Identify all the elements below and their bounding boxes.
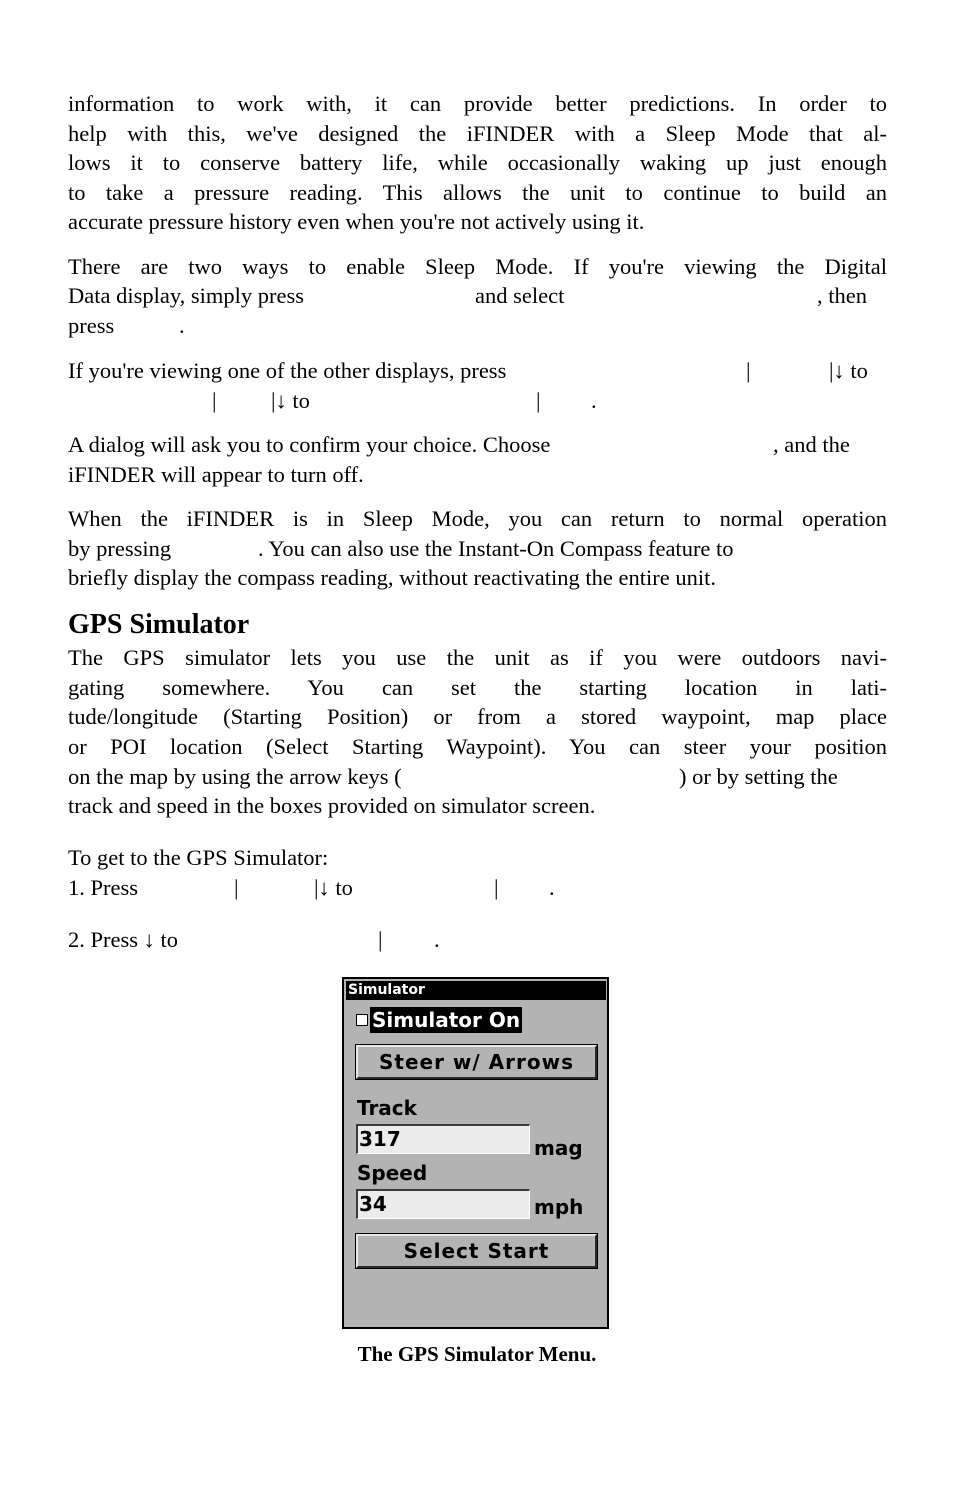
paragraph-5-line-1: When the iFINDER is in Sleep Mode, you can return to normal operation bbox=[68, 506, 887, 531]
track-input[interactable]: 317 bbox=[356, 1124, 530, 1154]
paragraph-2-line-3b: . bbox=[179, 313, 185, 338]
paragraph-1-line-2: help with this, we've designed the iFINDER with a Sleep Mode that al- bbox=[68, 121, 887, 146]
track-unit: mag bbox=[534, 1136, 583, 1160]
simulator-title: Simulator bbox=[346, 981, 606, 1000]
simulator-on-checkbox[interactable] bbox=[356, 1014, 368, 1026]
paragraph-2-line-1: There are two ways to enable Sleep Mode. If you're viewing the Digital bbox=[68, 254, 887, 279]
paragraph-6-line-4: or POI location (Select Starting Waypoint). You can steer your position bbox=[68, 734, 887, 759]
paragraph-2-line-2b: and select bbox=[475, 283, 565, 308]
paragraph-6-line-6: track and speed in the boxes provided on simulator screen. bbox=[68, 793, 596, 818]
paragraph-2-line-2c: , then bbox=[817, 283, 867, 308]
paragraph-6-line-2: gating somewhere. You can set the starting location in lati- bbox=[68, 675, 887, 700]
figure-caption: The GPS Simulator Menu. bbox=[357, 1342, 597, 1366]
section-heading: GPS Simulator bbox=[68, 609, 250, 640]
simulator-screen bbox=[342, 977, 609, 1329]
speed-label: Speed bbox=[357, 1161, 428, 1185]
paragraph-3-line-2b: |↓ to bbox=[271, 388, 310, 413]
paragraph-3-line-1c: |↓ to bbox=[829, 358, 868, 383]
paragraph-5-line-2b: . You can also use the Instant-On Compass feature to bbox=[258, 536, 734, 561]
paragraph-3-line-1b: | bbox=[746, 358, 751, 383]
simulator-on-row[interactable] bbox=[356, 1007, 522, 1033]
paragraph-3-line-2d: . bbox=[591, 388, 597, 413]
paragraph-5-line-2a: by pressing bbox=[68, 536, 172, 561]
paragraph-1-line-1: information to work with, it can provide better predictions. In order to bbox=[68, 91, 887, 116]
step-1e: . bbox=[549, 875, 555, 900]
step-1d: | bbox=[494, 875, 499, 900]
paragraph-6-line-5a: on the map by using the arrow keys ( bbox=[68, 764, 402, 789]
paragraph-1-line-4: to take a pressure reading. This allows the unit to continue to build an bbox=[68, 180, 887, 205]
paragraph-6-line-3: tude/longitude (Starting Position) or from a stored waypoint, map place bbox=[68, 704, 887, 729]
simulator-on-label[interactable]: Simulator On bbox=[372, 1008, 521, 1032]
paragraph-1-line-3: lows it to conserve battery life, while occasionally waking up just enough bbox=[68, 150, 887, 175]
step-1b: | bbox=[234, 875, 239, 900]
step-2b: | bbox=[378, 927, 383, 952]
paragraph-5-line-3: briefly display the compass reading, without reactivating the entire unit. bbox=[68, 565, 716, 590]
paragraph-1-line-5: accurate pressure history even when you're not actively using it. bbox=[68, 209, 645, 234]
paragraph-6-line-5b: ) or by setting the bbox=[679, 764, 838, 789]
step-1c: |↓ to bbox=[314, 875, 353, 900]
speed-input[interactable]: 34 bbox=[356, 1189, 530, 1219]
paragraph-4-line-1b: , and the bbox=[773, 432, 850, 457]
select-start-button[interactable]: Select Start bbox=[356, 1234, 597, 1268]
paragraph-3-line-2a: | bbox=[212, 388, 217, 413]
paragraph-3-line-1a: If you're viewing one of the other displays, press bbox=[68, 358, 507, 383]
step-2a: 2. Press ↓ to bbox=[68, 927, 179, 952]
paragraph-4-line-1a: A dialog will ask you to confirm your choice. Choose bbox=[68, 432, 551, 457]
speed-unit: mph bbox=[534, 1195, 584, 1219]
paragraph-2-line-3a: press bbox=[68, 313, 115, 338]
paragraph-2-line-2a: Data display, simply press bbox=[68, 283, 305, 308]
step-2c: . bbox=[434, 927, 440, 952]
step-1a: 1. Press bbox=[68, 875, 139, 900]
track-label: Track bbox=[357, 1096, 417, 1120]
steps-intro: To get to the GPS Simulator: bbox=[68, 845, 329, 870]
paragraph-3-line-2c: | bbox=[536, 388, 541, 413]
paragraph-4-line-2: iFINDER will appear to turn off. bbox=[68, 462, 364, 487]
steer-with-arrows-button[interactable]: Steer w/ Arrows bbox=[356, 1045, 597, 1079]
paragraph-6-line-1: The GPS simulator lets you use the unit as if you were outdoors navi- bbox=[68, 645, 887, 670]
